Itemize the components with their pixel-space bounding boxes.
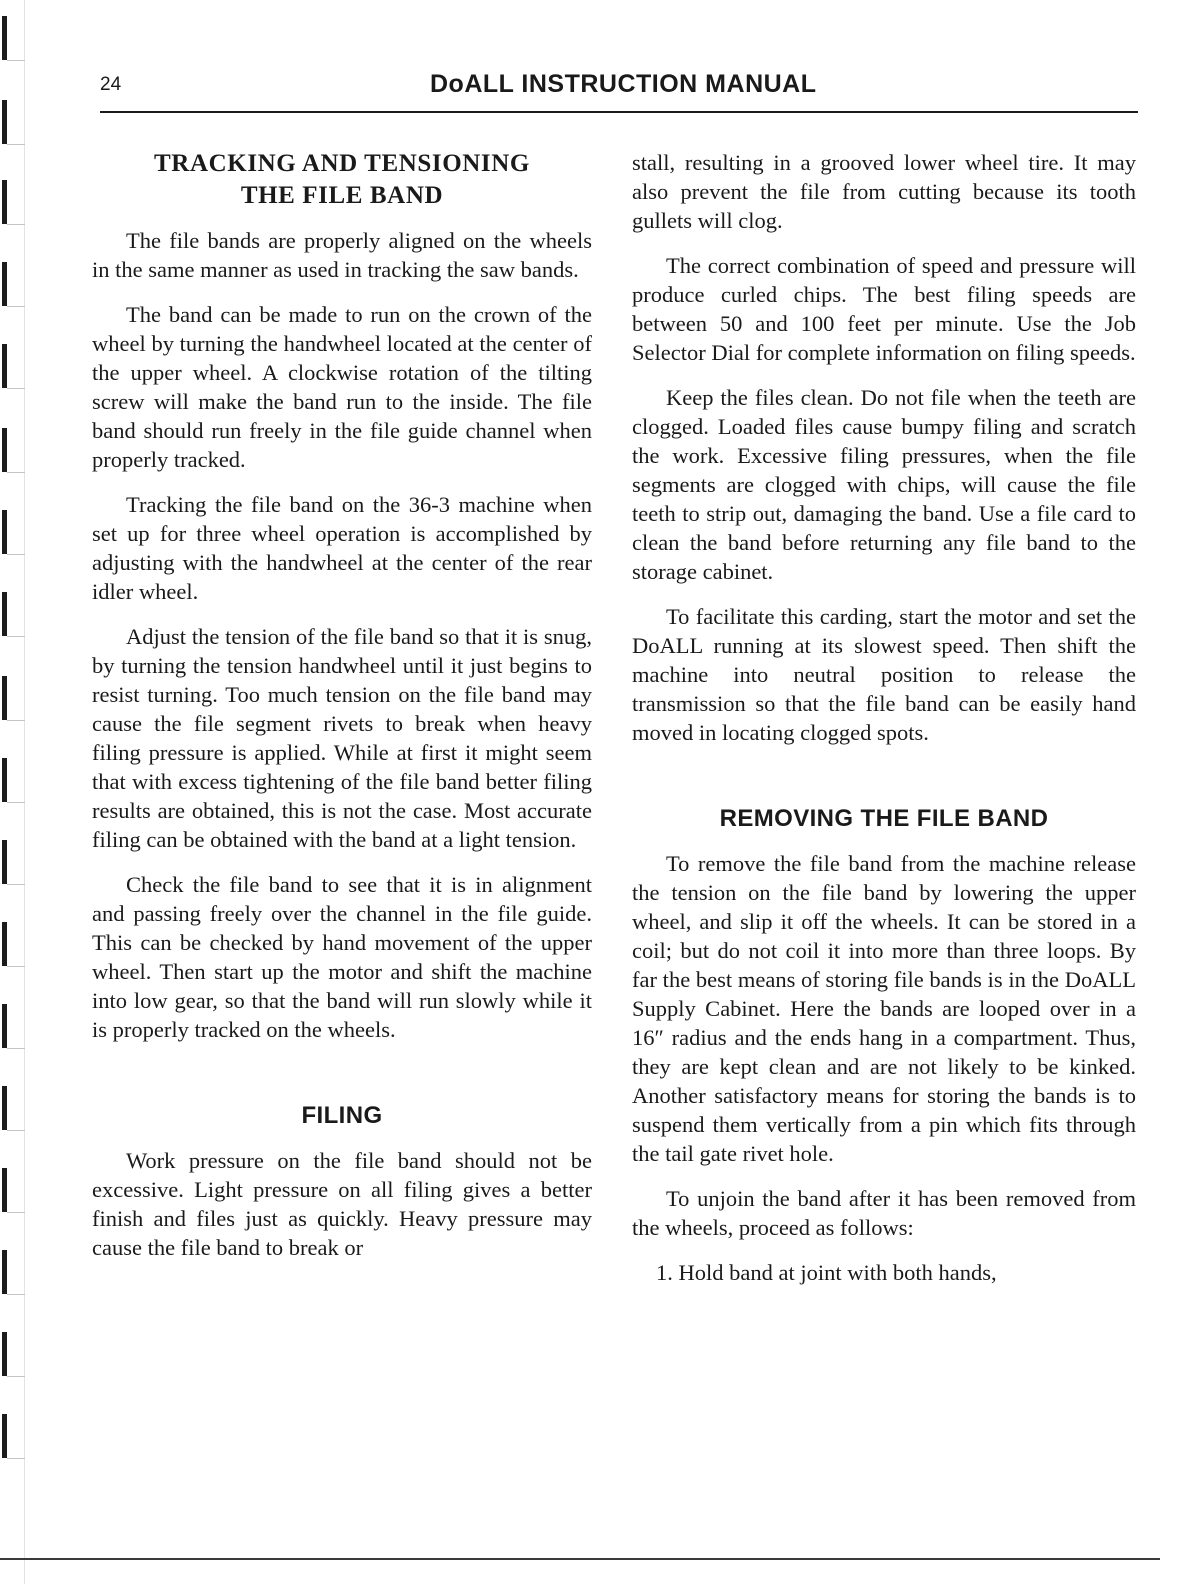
page-number: 24 bbox=[100, 74, 122, 95]
binding-mark bbox=[2, 16, 7, 60]
binding-tick bbox=[7, 144, 25, 145]
binding-tick bbox=[7, 224, 25, 225]
binding-tick bbox=[7, 1458, 25, 1459]
list-item: 1. Hold band at joint with both hands, bbox=[656, 1260, 997, 1285]
binding-tick bbox=[7, 388, 25, 389]
binding-tick bbox=[7, 554, 25, 555]
binding-tick bbox=[7, 636, 25, 637]
paragraph: To remove the file band from the machine release the tension on the file band by lowering the upper wheel, and slip it off the wheels. It can be stored in a coil; but do not coil it into more than three loops. By far the best means of storing file bands is in the DoALL Supply Cabinet. Here the bands are looped over in a 16″ radius and the ends hang in a compartment. Thus, they are kept clean and are not likely to be kinked. Another satisfactory means for storing the bands is to suspend them vertically from a pin which fits through the tail gate rivet hole. bbox=[632, 851, 1136, 1166]
binding-mark bbox=[2, 1414, 7, 1458]
binding-mark bbox=[2, 592, 7, 636]
running-title: DoALL INSTRUCTION MANUAL bbox=[430, 70, 817, 98]
heading-line: TRACKING AND TENSIONING bbox=[154, 150, 530, 177]
paragraph: The file bands are properly aligned on the wheels in the same manner as used in tracking the saw bands. bbox=[92, 228, 592, 282]
binding-mark bbox=[2, 344, 7, 388]
binding-mark bbox=[2, 676, 7, 720]
header-rule bbox=[100, 111, 1138, 113]
spacer bbox=[632, 835, 1136, 849]
spacer bbox=[632, 763, 1136, 803]
binding-mark bbox=[2, 1332, 7, 1376]
binding-edge bbox=[0, 0, 30, 1584]
binding-mark bbox=[2, 180, 7, 224]
spacer bbox=[92, 1060, 592, 1100]
binding-mark bbox=[2, 840, 7, 884]
binding-tick bbox=[7, 802, 25, 803]
binding-mark bbox=[2, 1004, 7, 1048]
paragraph: Tracking the file band on the 36-3 machine when set up for three wheel operation is accomplished by adjusting with the handwheel at the center of the rear idler wheel. bbox=[92, 492, 592, 604]
paragraph: stall, resulting in a grooved lower wheel tire. It may also prevent the file from cutting because its tooth gullets will clog. bbox=[632, 150, 1136, 233]
binding-mark bbox=[2, 1086, 7, 1130]
binding-tick bbox=[7, 1376, 25, 1377]
binding-tick bbox=[7, 60, 25, 61]
binding-tick bbox=[7, 1294, 25, 1295]
paragraph: To facilitate this carding, start the motor and set the DoALL running at its slowest speed. Then shift the machine into neutral position to release the transmission so that the file band can be easily hand moved in locating clogged spots. bbox=[632, 604, 1136, 745]
binding-tick bbox=[7, 720, 25, 721]
binding-mark bbox=[2, 262, 7, 306]
right-column bbox=[632, 148, 1136, 1303]
paragraph: Keep the files clean. Do not file when the teeth are clogged. Loaded files cause bumpy filing and scratch the work. Excessive filing pressures, when the file segments are clogged with chips, will cause the file teeth to strip out, damaging the band. Use a file card to clean the band before returning any file band to the storage cabinet. bbox=[632, 385, 1136, 584]
paragraph: The band can be made to run on the crown of the wheel by turning the handwheel located at the center of the upper wheel. A clockwise rotation of the tilting screw will make the band run to the inside. The file band should run freely in the file guide channel when properly tracked. bbox=[92, 302, 592, 472]
binding-tick bbox=[7, 1212, 25, 1213]
section-heading-removing: REMOVING THE FILE BAND bbox=[719, 805, 1049, 832]
binding-mark bbox=[2, 922, 7, 966]
binding-mark bbox=[2, 758, 7, 802]
page-header bbox=[100, 68, 1136, 110]
paragraph: Adjust the tension of the file band so that it is snug, by turning the tension handwheel until it just begins to resist turning. Too much tension on the file band may cause the file segment rivets to break when heavy filing pressure is applied. While at first it might seem that with excess tightening of the file band better filing results are obtained, this is not the case. Most accurate filing can be obtained with the band at a light tension. bbox=[92, 624, 592, 852]
section-heading-tracking bbox=[92, 148, 592, 212]
binding-mark bbox=[2, 1250, 7, 1294]
footer-rule bbox=[0, 1558, 1160, 1560]
heading-line: THE FILE BAND bbox=[240, 182, 444, 209]
binding-tick bbox=[7, 472, 25, 473]
binding-mark bbox=[2, 100, 7, 144]
binding-mark bbox=[2, 428, 7, 472]
binding-line bbox=[24, 0, 25, 1584]
paragraph: To unjoin the band after it has been removed from the wheels, proceed as follows: bbox=[632, 1186, 1136, 1240]
spacer bbox=[92, 1132, 592, 1146]
left-column bbox=[92, 148, 592, 1278]
binding-mark bbox=[2, 510, 7, 554]
binding-tick bbox=[7, 306, 25, 307]
section-heading-filing: FILING bbox=[301, 1102, 383, 1129]
binding-tick bbox=[7, 966, 25, 967]
paragraph: The correct combination of speed and pressure will produce curled chips. The best filing speeds are between 50 and 100 feet per minute. Use the Job Selector Dial for complete information on filing speeds. bbox=[632, 253, 1136, 365]
spacer bbox=[92, 212, 592, 226]
paragraph: Check the file band to see that it is in alignment and passing freely over the channel in the file guide. This can be checked by hand movement of the upper wheel. Then start up the motor and shift the machine into low gear, so that the band will run slowly while it is properly tracked on the wheels. bbox=[92, 872, 592, 1042]
binding-tick bbox=[7, 1048, 25, 1049]
paragraph: Work pressure on the file band should not be excessive. Light pressure on all filing gives a better finish and files just as quickly. Heavy pressure may cause the file band to break or bbox=[92, 1148, 592, 1260]
binding-tick bbox=[7, 1130, 25, 1131]
binding-tick bbox=[7, 884, 25, 885]
binding-mark bbox=[2, 1168, 7, 1212]
